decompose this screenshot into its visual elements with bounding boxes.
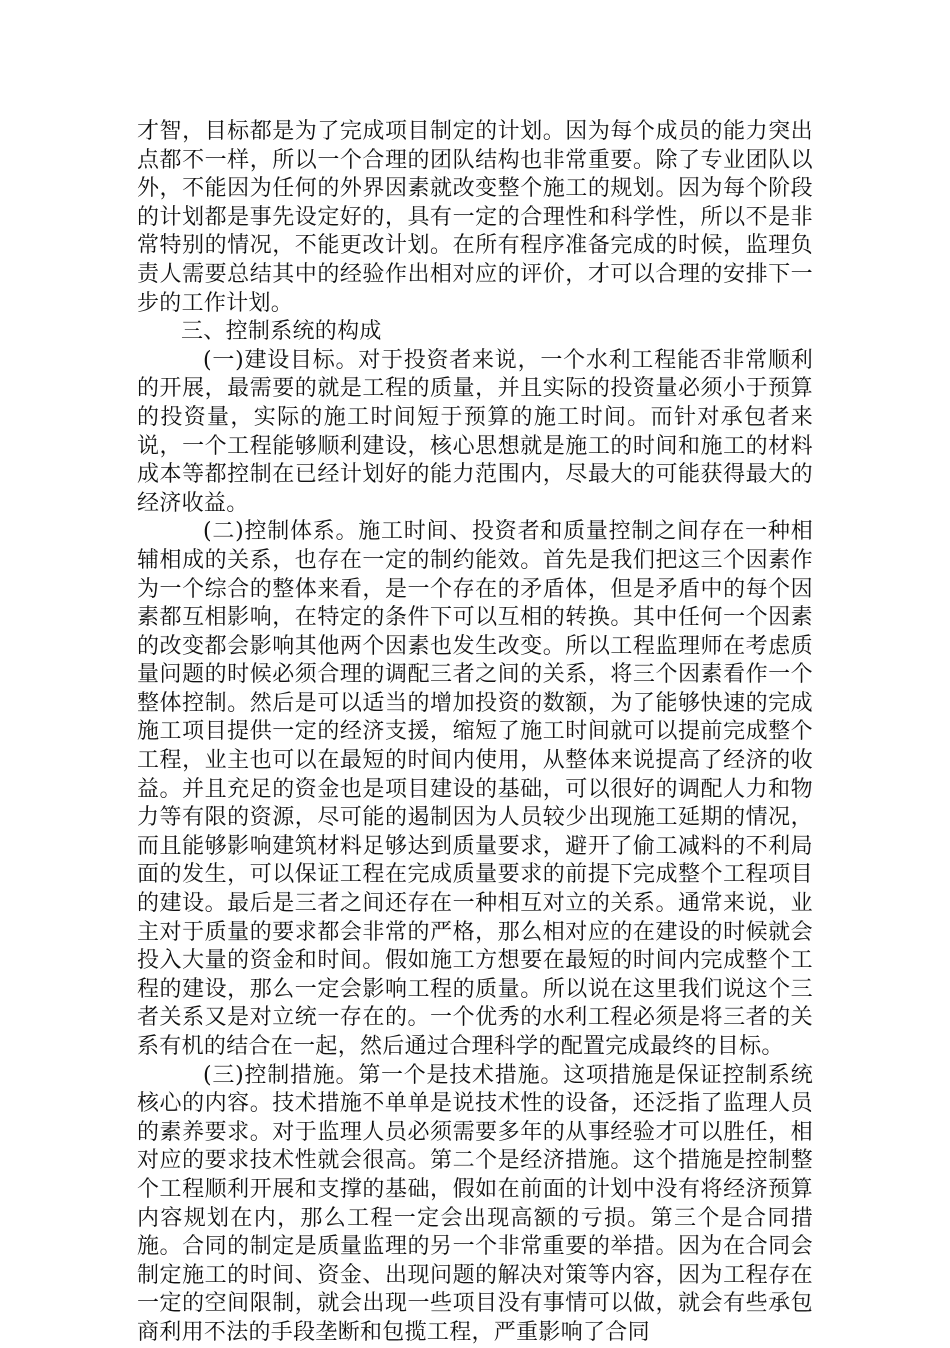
section-heading: 三、控制系统的构成 [181, 319, 382, 345]
paragraph-control-measures: (三)控制措施。第一个是技术措施。这项措施是保证控制系统核心的内容。技术措施不单单是说技术性的设备，还泛指了监理人员的素养要求。对于监理人员必须需要多年的从事经验才可以胜任，相对应的要求技术性就会很高。第二个是经济措施。这个措施是控制整个工程顺利开展和支撑的基础，假如在前面的计划中没有将经济预算内容规划在内，那么工程一定会出现高额的亏损。第三个是合同措施。合同的制定是质量监理的另一个非常重要的举措。因为在合同会制定施工的时间、资金、出现问题的解决对策等内容，因为工程存在一定的空间限制，就会出现一些项目没有事情可以做，就会有些承包商利用不法的手段垄断和包揽工程，严重影响了合同 [137, 1062, 813, 1345]
paragraph-control-system: (二)控制体系。施工时间、投资者和质量控制之间存在一种相辅相成的关系，也存在一定的制约能效。首先是我们把这三个因素作为一个综合的整体来看，是一个存在的矛盾体，但是矛盾中的每个因素都互相影响，在特定的条件下可以互相的转换。其中任何一个因素的改变都会影响其他两个因素也发生改变。所以工程监理师在考虑质量问题的时候必须合理的调配三者之间的关系，将三个因素看作一个整体控制。然后是可以适当的增加投资的数额，为了能够快速的完成施工项目提供一定的经济支援，缩短了施工时间就可以提前完成整个工程，业主也可以在最短的时间内使用，从整体来说提高了经济的收益。并且充足的资金也是项目建设的基础，可以很好的调配人力和物力等有限的资源，尽可能的遏制因为人员较少出现施工延期的情况，而且能够影响建筑材料足够达到质量要求，避开了偷工减料的不利局面的发生，可以保证工程在完成质量要求的前提下完成整个工程项目的建设。最后是三者之间还存在一种相互对立的关系。通常来说，业主对于质量的要求都会非常的严格，那么相对应的在建设的时候就会投入大量的资金和时间。假如施工方想要在最短的时间内完成整个工程的建设，那么一定会影响工程的质量。所以说在这里我们说这个三者关系又是对立统一存在的。一个优秀的水利工程必须是将三者的关系有机的结合在一起，然后通过合理科学的配置完成最终的目标。 [137, 519, 813, 1059]
paragraph-continuation: 才智，目标都是为了完成项目制定的计划。因为每个成员的能力突出点都不一样，所以一个合理的团队结构也非常重要。除了专业团队以外，不能因为任何的外界因素就改变整个施工的规划。因为每个阶段的计划都是事先设定好的，具有一定的合理性和科学性，所以不是非常特别的情况，不能更改计划。在所有程序准备完成的时候，监理负责人需要总结其中的经验作出相对应的评价，才可以合理的安排下一步的工作计划。 [137, 119, 813, 316]
document-body [137, 118, 813, 1348]
paragraph-construction-goal: (一)建设目标。对于投资者来说，一个水利工程能否非常顺利的开展，最需要的就是工程的质量，并且实际的投资量必须小于预算的投资量，实际的施工时间短于预算的施工时间。而针对承包者来说，一个工程能够顺利建设，核心思想就是施工的时间和施工的材料成本等都控制在已经计划好的能力范围内，尽最大的可能获得最大的经济收益。 [137, 347, 813, 516]
